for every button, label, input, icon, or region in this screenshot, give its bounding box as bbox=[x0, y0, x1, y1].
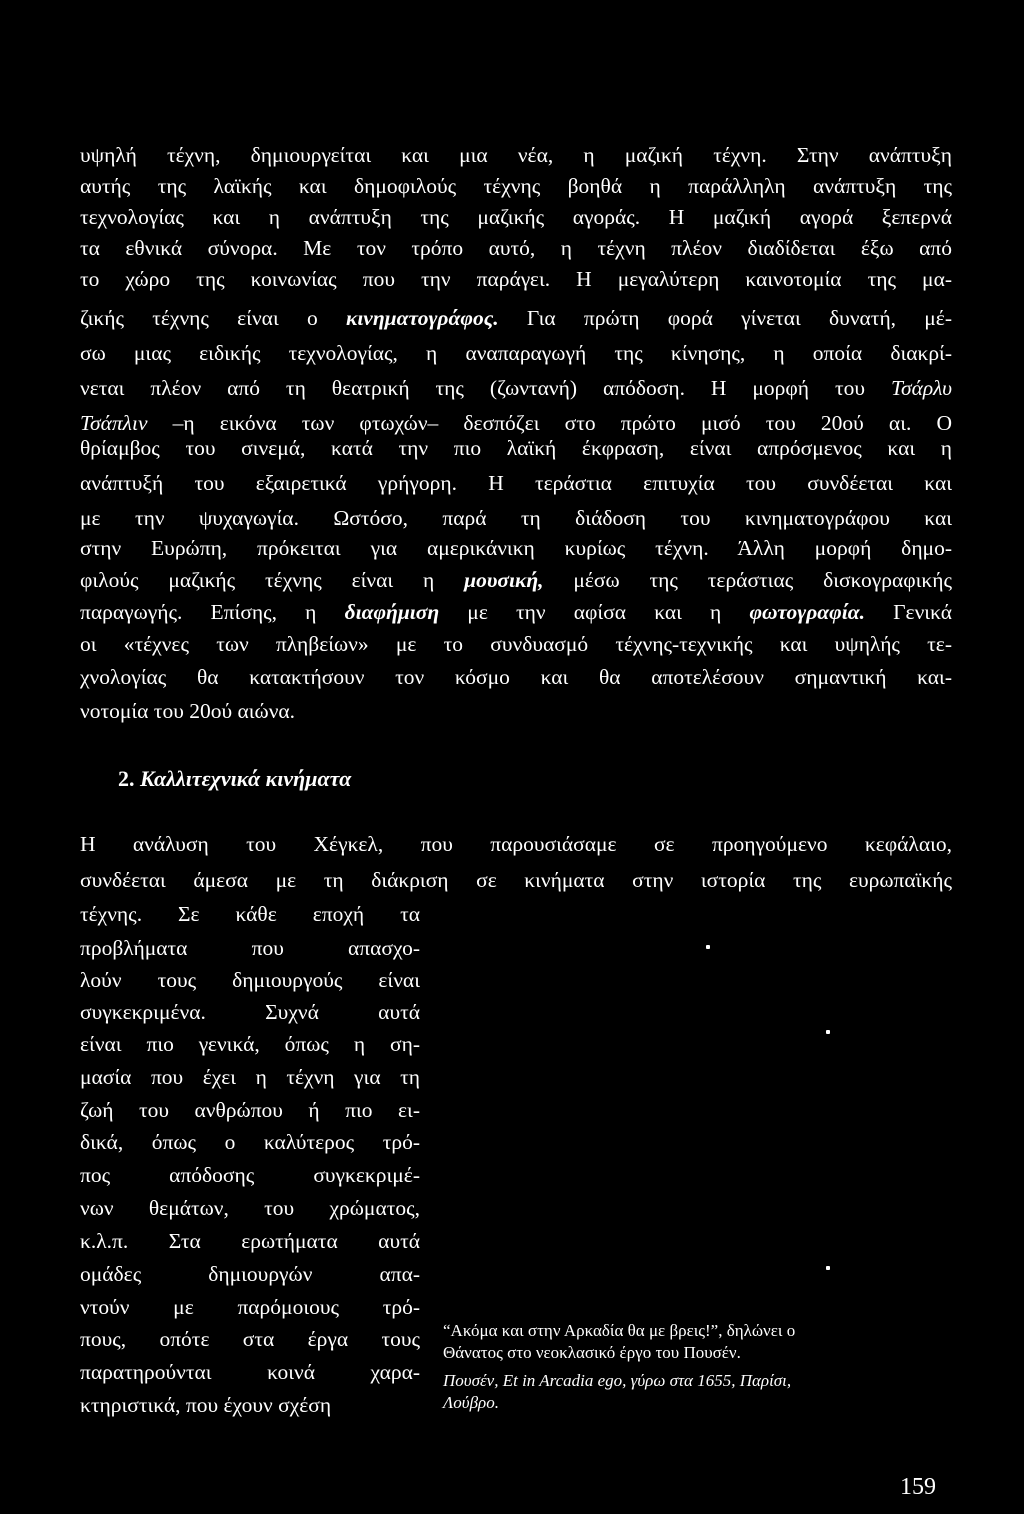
body-line: θρίαμβος του σινεμά, κατά την πιο λαϊκή έκφραση, είναι απρόσμενος και η bbox=[80, 436, 952, 460]
section-line: τέχνης. Σε κάθε εποχή τα bbox=[80, 902, 420, 926]
page-number: 159 bbox=[900, 1474, 936, 1500]
column-line: προβλήματα που απασχο- bbox=[80, 936, 420, 960]
image-speck bbox=[826, 1266, 830, 1270]
bold-term-advertising: διαφήμιση bbox=[344, 600, 440, 624]
italic-name: Τσάρλυ bbox=[890, 376, 952, 400]
bold-term-photography: φωτογραφία. bbox=[749, 600, 865, 624]
column-line: παρατηρούνται κοινά χαρα- bbox=[80, 1360, 420, 1384]
text-run: ζικής τέχνης είναι ο bbox=[80, 306, 346, 330]
image-speck bbox=[826, 1030, 830, 1034]
body-line: σω μιας ειδικής τεχνολογίας, η αναπαραγωγή της κίνησης, η οποία διακρί- bbox=[80, 341, 952, 365]
column-line: ντούν με παρόμοιους τρό- bbox=[80, 1295, 420, 1319]
column-line: δικά, όπως ο καλύτερος τρό- bbox=[80, 1130, 420, 1154]
body-line bbox=[80, 566, 952, 594]
section-heading bbox=[118, 766, 351, 792]
body-line: τεχνολογίας και η ανάπτυξη της μαζικής αγοράς. Η μαζική αγορά ξεπερνά bbox=[80, 205, 952, 229]
column-line: μασία που έχει η τέχνη για τη bbox=[80, 1065, 420, 1089]
body-line: αυτής της λαϊκής και δημοφιλούς τέχνης βοηθά η παράλληλη ανάπτυξη της bbox=[80, 174, 952, 198]
column-line: κτηριστικά, που έχουν σχέση bbox=[80, 1393, 332, 1417]
caption-line: Λούβρο. bbox=[443, 1393, 499, 1412]
image-speck bbox=[706, 945, 710, 949]
italic-name: Τσάπλιν bbox=[80, 411, 148, 435]
body-line: χνολογίας θα κατακτήσουν τον κόσμο και θα αποτελέσουν σημαντική και- bbox=[80, 665, 952, 689]
text-run: –η εικόνα των φτωχών– δεσπόζει στο πρώτο μισό του 20ού αι. Ο bbox=[147, 411, 952, 435]
text-run: νεται πλέον από τη θεατρική της (ζωντανή) απόδοση. Η μορφή του bbox=[80, 376, 891, 400]
body-line: το χώρο της κοινωνίας που την παράγει. Η μεγαλύτερη καινοτομία της μα- bbox=[80, 267, 952, 291]
column-line: κ.λ.π. Στα ερωτήματα αυτά bbox=[80, 1229, 420, 1253]
body-line: τα εθνικά σύνορα. Με τον τρόπο αυτό, η τέχνη πλέον διαδίδεται έξω από bbox=[80, 236, 952, 260]
section-title: Καλλιτεχνικά κινήματα bbox=[140, 766, 352, 791]
text-run: παραγωγής. Επίσης, η bbox=[80, 600, 345, 624]
body-line: νοτομία του 20ού αιώνα. bbox=[80, 699, 296, 723]
column-line: ομάδες δημιουργών απα- bbox=[80, 1262, 420, 1286]
body-line bbox=[80, 304, 952, 332]
caption-line: Θάνατος στο νεοκλασικό έργο του Πουσέν. bbox=[443, 1343, 741, 1362]
body-line bbox=[80, 409, 952, 437]
column-line: νων θεμάτων, του χρώματος, bbox=[80, 1196, 420, 1220]
caption-line: “Ακόμα και στην Αρκαδία θα με βρεις!”, δηλώνει ο bbox=[443, 1321, 796, 1340]
column-line: πος απόδοσης συγκεκριμέ- bbox=[80, 1163, 420, 1187]
text-run: Για πρώτη φορά γίνεται δυνατή, μέ- bbox=[498, 306, 952, 330]
body-line: στην Ευρώπη, πρόκειται για αμερικάνικη κυρίως τέχνη. Άλλη μορφή δημο- bbox=[80, 536, 952, 560]
section-line: Η ανάλυση του Χέγκελ, που παρουσιάσαμε σε προηγούμενο κεφάλαιο, bbox=[80, 832, 952, 856]
body-line: με την ψυχαγωγία. Ωστόσο, παρά τη διάδοση του κινηματογράφου και bbox=[80, 506, 952, 530]
section-number: 2. bbox=[118, 766, 135, 791]
body-line: ανάπτυξή του εξαιρετικά γρήγορη. Η τεράστια επιτυχία του συνδέεται και bbox=[80, 471, 952, 495]
column-line: πους, οπότε στα έργα τους bbox=[80, 1327, 420, 1351]
body-line bbox=[80, 374, 952, 402]
caption-line: Πουσέν, Et in Arcadia ego, γύρω στα 1655, Παρίσι, bbox=[443, 1371, 792, 1390]
body-line: οι «τέχνες των πληβείων» με το συνδυασμό τέχνης-τεχνικής και υψηλής τε- bbox=[80, 632, 952, 656]
text-run: φιλούς μαζικής τέχνης είναι η bbox=[80, 568, 465, 592]
body-line: υψηλή τέχνη, δημιουργείται και μια νέα, η μαζική τέχνη. Στην ανάπτυξη bbox=[80, 143, 952, 167]
section-line: συνδέεται άμεσα με τη διάκριση σε κινήματα στην ιστορία της ευρωπαϊκής bbox=[80, 868, 952, 892]
column-line: λούν τους δημιουργούς είναι bbox=[80, 968, 420, 992]
bold-term-cinema: κινηματογράφος. bbox=[345, 306, 499, 330]
column-line: ζωή του ανθρώπου ή πιο ει- bbox=[80, 1098, 420, 1122]
body-line bbox=[80, 598, 952, 626]
text-run: Γενικά bbox=[864, 600, 953, 624]
column-line: είναι πιο γενικά, όπως η ση- bbox=[80, 1032, 420, 1056]
text-run: μέσω της τεράστιας δισκογραφικής bbox=[543, 568, 952, 592]
column-line: συγκεκριμένα. Συχνά αυτά bbox=[80, 1000, 420, 1024]
text-run: με την αφίσα και η bbox=[439, 600, 750, 624]
bold-term-music: μουσική, bbox=[464, 568, 544, 592]
